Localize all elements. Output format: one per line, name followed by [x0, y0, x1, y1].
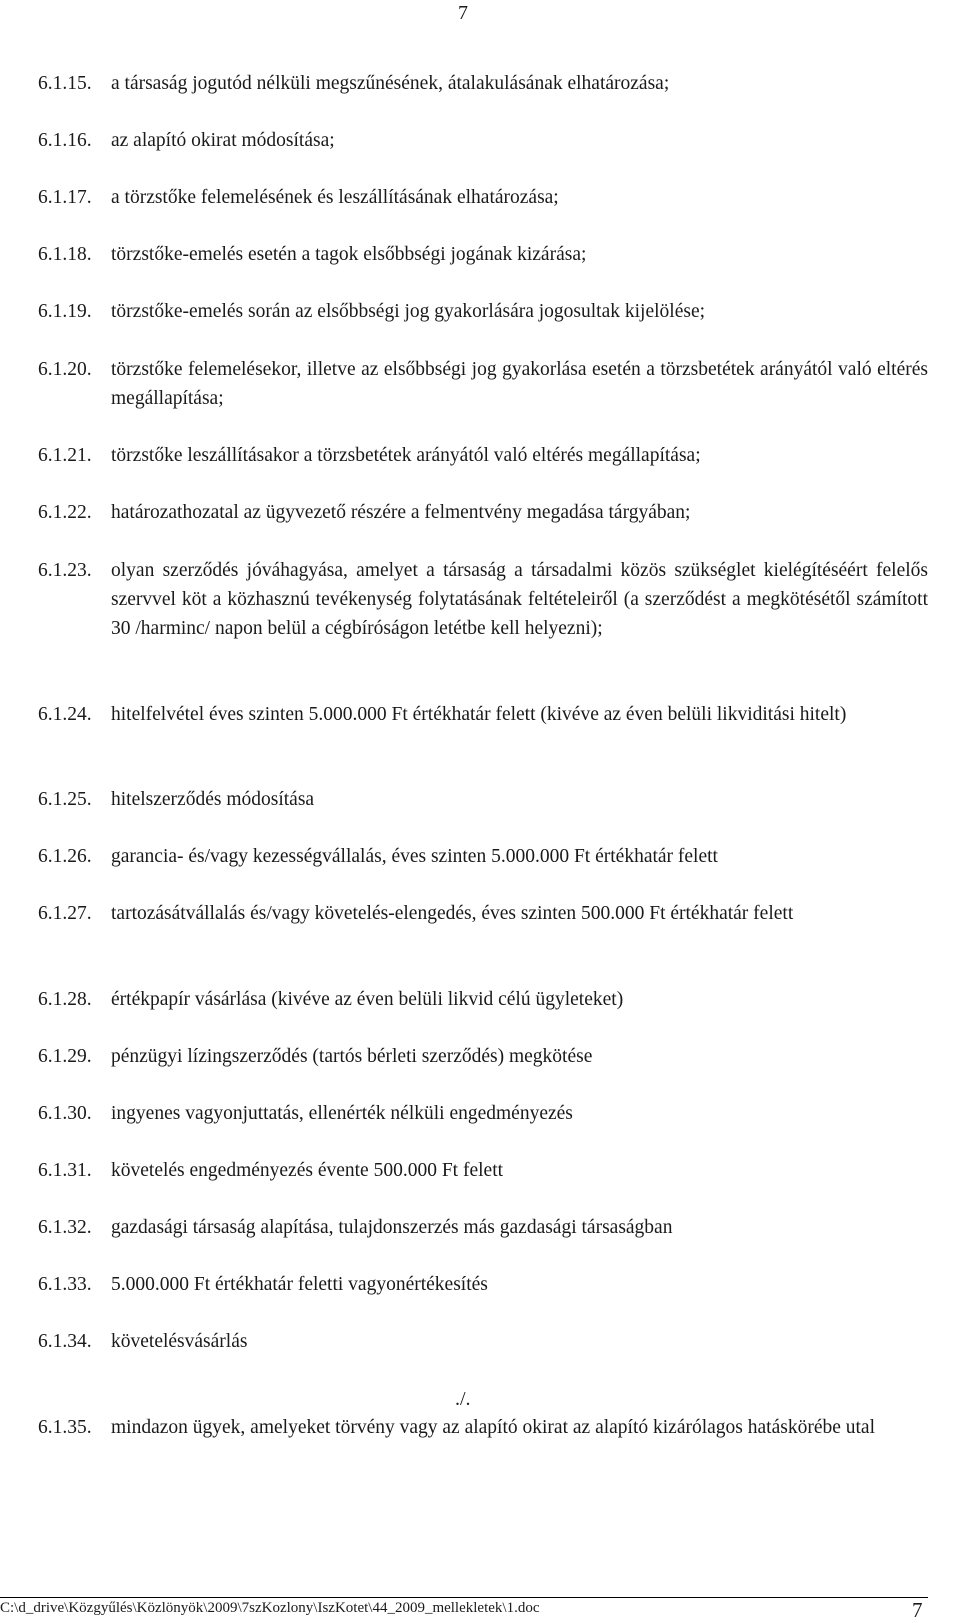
footer-page-number: 7 — [912, 1598, 923, 1622]
item-text: törzstőke leszállításakor a törzsbetétek arányától való eltérés megállapítása; — [111, 445, 701, 466]
item-number: 6.1.34. — [38, 1331, 92, 1352]
item-text: 5.000.000 Ft értékhatár feletti vagyonértékesítés — [111, 1274, 488, 1295]
list-item — [38, 1156, 928, 1185]
list-item — [38, 355, 928, 413]
item-text: az alapító okirat módosítása; — [111, 130, 335, 151]
item-text: mindazon ügyek, amelyeket törvény vagy az alapító okirat az alapító kizárólagos hatáskörébe utal — [111, 1417, 875, 1438]
item-text: törzstőke-emelés során az elsőbbségi jog gyakorlására jogosultak kijelölése; — [111, 301, 706, 322]
item-text: pénzügyi lízingszerződés (tartós bérleti szerződés) megkötése — [111, 1046, 593, 1067]
list-item — [38, 297, 928, 326]
list-item — [38, 126, 928, 155]
list-item — [38, 1042, 928, 1071]
list-item — [38, 556, 928, 643]
list-item — [38, 1413, 928, 1442]
item-text: ingyenes vagyonjuttatás, ellenérték nélküli engedményezés — [111, 1103, 573, 1124]
list-item — [38, 1327, 928, 1356]
item-number: 6.1.24. — [38, 704, 92, 725]
list-item — [38, 183, 928, 212]
list-item — [38, 785, 928, 814]
item-text: a törzstőke felemelésének és leszállításának elhatározása; — [111, 187, 559, 208]
item-number: 6.1.29. — [38, 1046, 92, 1067]
item-text: hitelfelvétel éves szinten 5.000.000 Ft értékhatár felett (kivéve az éven belüli likviditási hitelt) — [111, 704, 847, 725]
list-item — [38, 700, 928, 729]
item-number: 6.1.33. — [38, 1274, 92, 1295]
item-text: hitelszerződés módosítása — [111, 789, 315, 810]
item-text: értékpapír vásárlása (kivéve az éven belüli likvid célú ügyleteket) — [111, 989, 624, 1010]
list-item — [38, 1213, 928, 1242]
item-number: 6.1.21. — [38, 445, 92, 466]
item-number: 6.1.30. — [38, 1103, 92, 1124]
item-number: 6.1.18. — [38, 244, 92, 265]
list-item — [38, 240, 928, 269]
item-number: 6.1.20. — [38, 359, 92, 380]
item-number: 6.1.32. — [38, 1217, 92, 1238]
item-text: olyan szerződés jóváhagyása, amelyet a társaság a társadalmi közös szükséglet kielégítéséért felelős szervvel köt a közhasznú tevékenység folytatásának feltételeiről (a szerződést a megkötésétől számított 30 /harminc/ napon belül a cégbíróságon letétbe kell helyezni); — [111, 560, 928, 639]
item-number: 6.1.35. — [38, 1417, 92, 1438]
item-text: tartozásátvállalás és/vagy követelés-elengedés, éves szinten 500.000 Ft értékhatár felett — [111, 903, 794, 924]
list-item — [38, 842, 928, 871]
item-text: garancia- és/vagy kezességvállalás, éves szinten 5.000.000 Ft értékhatár felett — [111, 846, 718, 867]
list-item — [38, 441, 928, 470]
item-number: 6.1.28. — [38, 989, 92, 1010]
list-item — [38, 1099, 928, 1128]
item-text: törzstőke felemelésekor, illetve az elsőbbségi jog gyakorlása esetén a törzsbetétek arányától való eltérés megállapítása; — [111, 359, 928, 409]
item-number: 6.1.23. — [38, 560, 92, 581]
item-text: gazdasági társaság alapítása, tulajdonszerzés más gazdasági társaságban — [111, 1217, 673, 1238]
list-item — [38, 899, 928, 928]
continuation-mark: ./. — [455, 1388, 471, 1410]
item-text: követelésvásárlás — [111, 1331, 248, 1352]
item-number: 6.1.16. — [38, 130, 92, 151]
list-item — [38, 498, 928, 527]
item-text: törzstőke-emelés esetén a tagok elsőbbségi jogának kizárása; — [111, 244, 587, 265]
item-number: 6.1.26. — [38, 846, 92, 867]
list-item — [38, 1270, 928, 1299]
item-number: 6.1.25. — [38, 789, 92, 810]
item-text: határozathozatal az ügyvezető részére a felmentvény megadása tárgyában; — [111, 502, 691, 523]
item-number: 6.1.15. — [38, 73, 92, 94]
item-text: a társaság jogutód nélküli megszűnésének, átalakulásának elhatározása; — [111, 73, 670, 94]
list-item — [38, 69, 928, 98]
page-number: 7 — [458, 2, 468, 24]
item-text: követelés engedményezés évente 500.000 Ft felett — [111, 1160, 504, 1181]
item-number: 6.1.19. — [38, 301, 92, 322]
item-number: 6.1.17. — [38, 187, 92, 208]
item-number: 6.1.27. — [38, 903, 92, 924]
item-number: 6.1.31. — [38, 1160, 92, 1181]
list-item — [38, 985, 928, 1014]
footer-file-path: C:\d_drive\Közgyűlés\Közlönyök\2009\7szKozlony\IszKotet\44_2009_mellekletek\1.doc — [0, 1600, 540, 1616]
item-number: 6.1.22. — [38, 502, 92, 523]
